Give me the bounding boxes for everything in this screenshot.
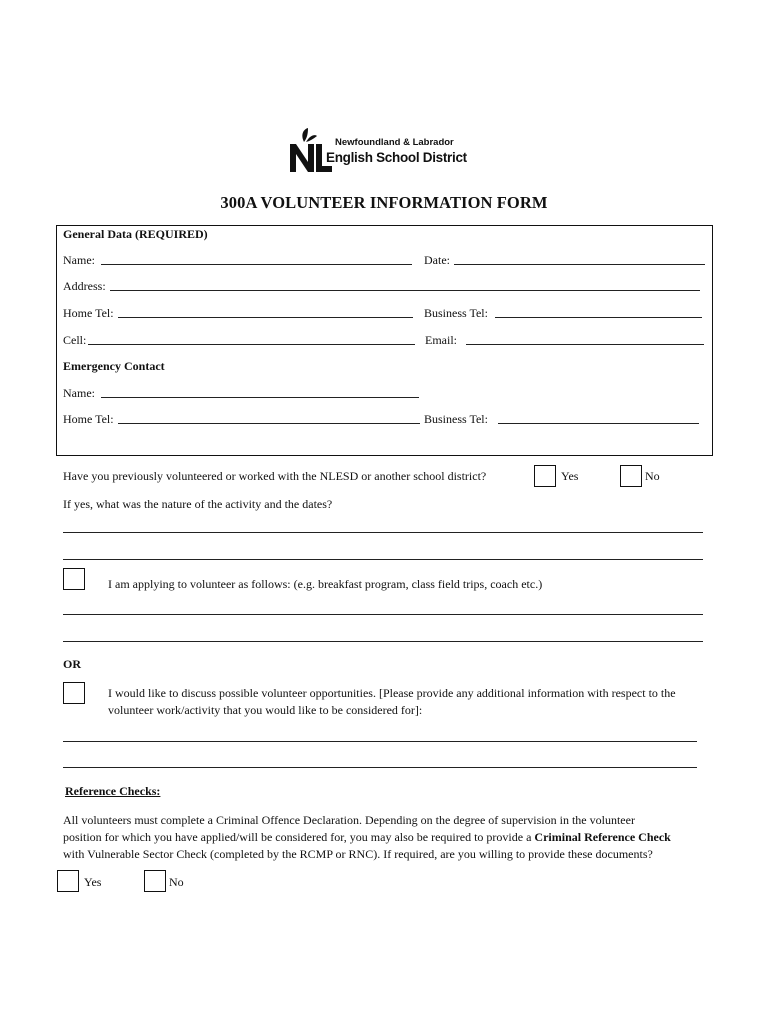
email-label: Email: — [425, 333, 457, 347]
reference-paragraph-line-2 — [63, 830, 671, 844]
home-tel-field[interactable] — [118, 317, 413, 318]
address-label: Address: — [63, 279, 106, 293]
emergency-home-tel-label: Home Tel: — [63, 412, 114, 426]
address-field[interactable] — [110, 290, 700, 291]
name-field[interactable] — [101, 264, 412, 265]
general-data-heading: General Data (REQUIRED) — [63, 227, 208, 241]
discuss-answer-line-1[interactable] — [63, 741, 697, 742]
previous-volunteer-question: Have you previously volunteered or worked with the NLESD or another school district? — [63, 469, 487, 483]
emergency-name-field[interactable] — [101, 397, 419, 398]
cell-field[interactable] — [88, 344, 415, 345]
logo-line-2: English School District — [326, 150, 467, 165]
discuss-opportunities-text-2: volunteer work/activity that you would like to be considered for]: — [108, 703, 423, 717]
reference-yes-label: Yes — [84, 875, 102, 889]
apply-answer-line-2[interactable] — [63, 641, 703, 642]
reference-no-label: No — [169, 875, 184, 889]
or-label: OR — [63, 657, 81, 671]
apply-volunteer-checkbox[interactable] — [63, 568, 85, 590]
reference-yes-checkbox[interactable] — [57, 870, 79, 892]
criminal-reference-check-text: Criminal Reference Check — [534, 830, 671, 844]
business-tel-field[interactable] — [495, 317, 702, 318]
reference-paragraph-line-1: All volunteers must complete a Criminal Offence Declaration. Depending on the degree of supervision in the volunteer — [63, 813, 635, 827]
emergency-home-tel-field[interactable] — [118, 423, 420, 424]
name-label: Name: — [63, 253, 95, 267]
cell-label: Cell: — [63, 333, 87, 347]
reference-paragraph-line-2-text: position for which you have applied/will be considered for, you may also be required to provide a — [63, 830, 535, 844]
previous-followup-question: If yes, what was the nature of the activity and the dates? — [63, 497, 333, 511]
business-tel-label: Business Tel: — [424, 306, 488, 320]
general-data-box — [56, 225, 713, 456]
district-logo — [286, 126, 486, 176]
email-field[interactable] — [466, 344, 704, 345]
emergency-name-label: Name: — [63, 386, 95, 400]
home-tel-label: Home Tel: — [63, 306, 114, 320]
date-field[interactable] — [454, 264, 705, 265]
emergency-contact-heading: Emergency Contact — [63, 359, 165, 373]
previous-yes-checkbox[interactable] — [534, 465, 556, 487]
form-title: 300A VOLUNTEER INFORMATION FORM — [220, 193, 548, 212]
reference-paragraph-line-3: with Vulnerable Sector Check (completed by the RCMP or RNC). If required, are you willing to provide these documents? — [63, 847, 653, 861]
date-label: Date: — [424, 253, 450, 267]
previous-yes-label: Yes — [561, 469, 579, 483]
apply-volunteer-text: I am applying to volunteer as follows: (e.g. breakfast program, class field trips, coach etc.) — [108, 577, 543, 591]
discuss-opportunities-checkbox[interactable] — [63, 682, 85, 704]
previous-answer-line-2[interactable] — [63, 559, 703, 560]
previous-no-checkbox[interactable] — [620, 465, 642, 487]
discuss-opportunities-text-1: I would like to discuss possible volunteer opportunities. [Please provide any additional information with respect to the — [108, 686, 676, 700]
previous-no-label: No — [645, 469, 660, 483]
emergency-business-tel-label: Business Tel: — [424, 412, 488, 426]
reference-no-checkbox[interactable] — [144, 870, 166, 892]
reference-checks-heading: Reference Checks: — [65, 784, 161, 798]
apply-answer-line-1[interactable] — [63, 614, 703, 615]
previous-answer-line-1[interactable] — [63, 532, 703, 533]
logo-line-1: Newfoundland & Labrador — [335, 137, 454, 148]
emergency-business-tel-field[interactable] — [498, 423, 699, 424]
discuss-answer-line-2[interactable] — [63, 767, 697, 768]
